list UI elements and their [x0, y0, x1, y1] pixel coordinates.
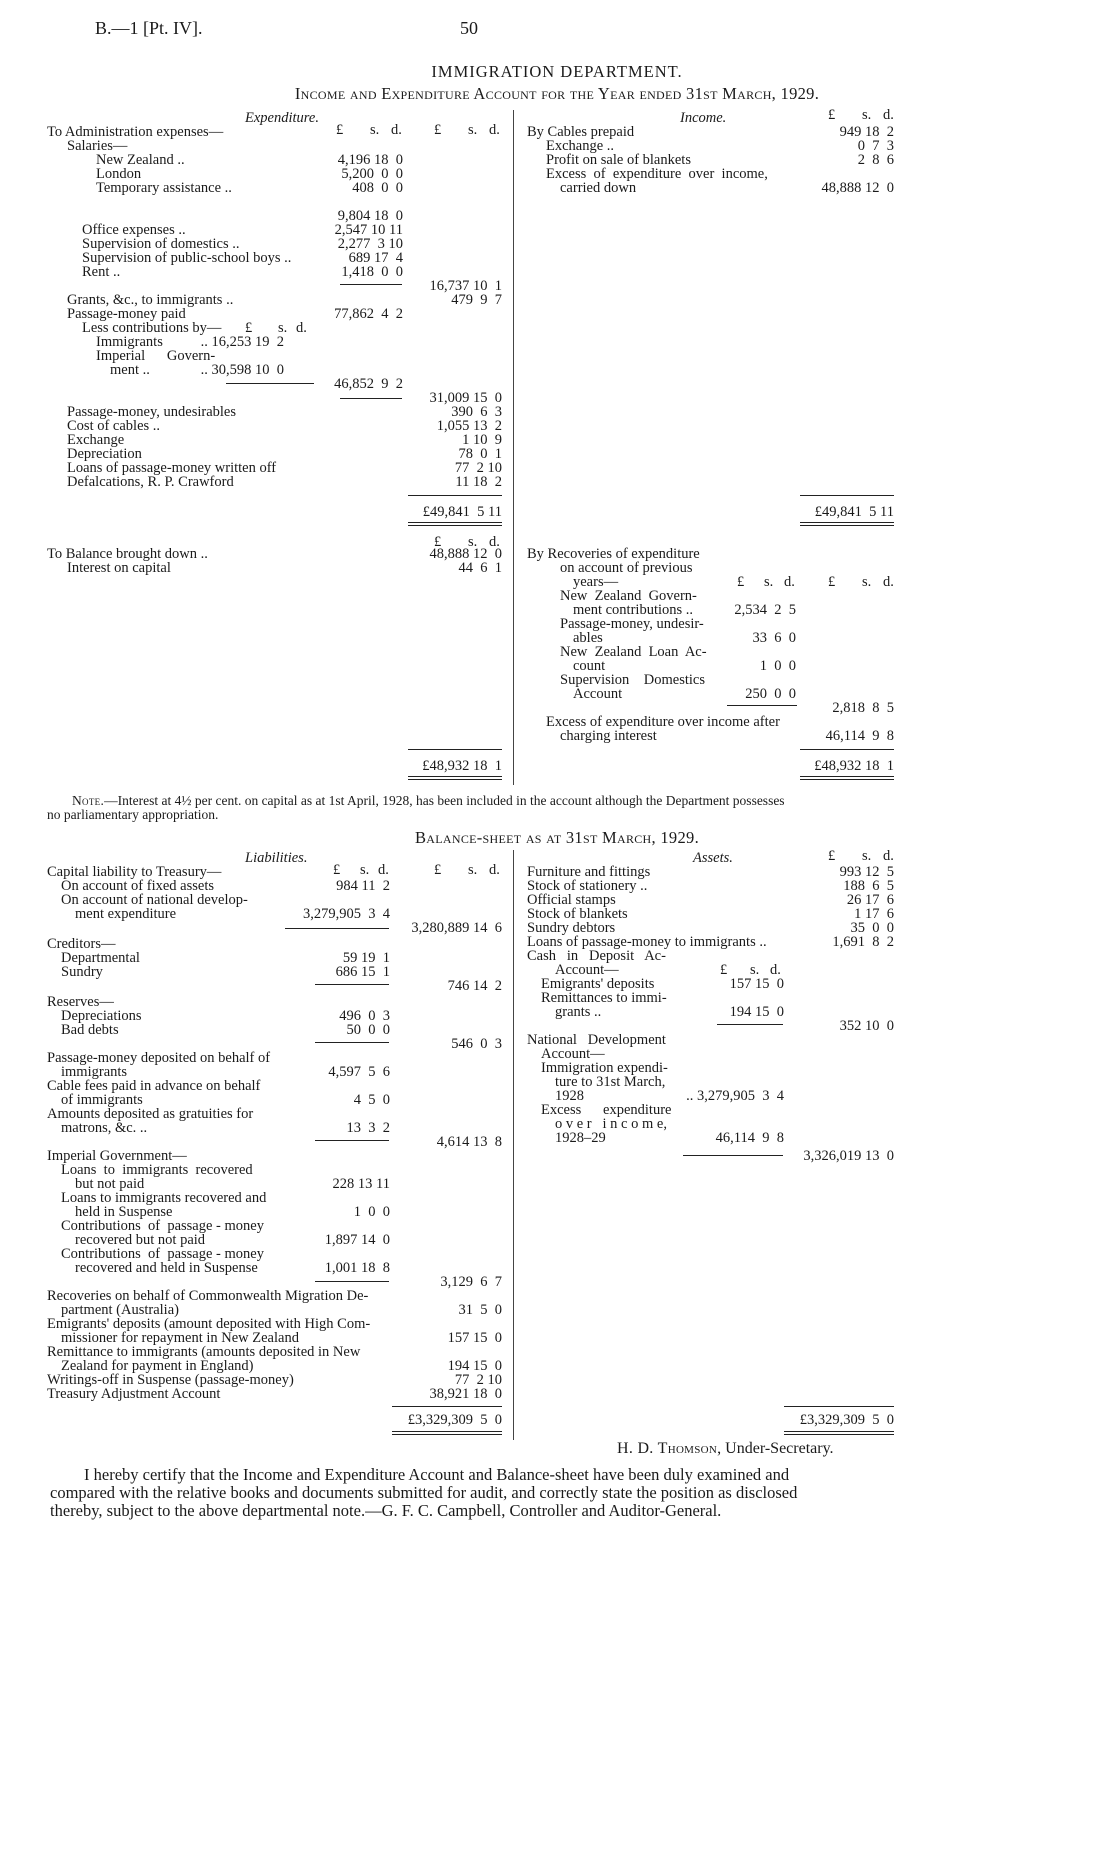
recoveries-label: years— [573, 574, 619, 590]
row-amount: 2,277 3 10 [337, 236, 403, 252]
expenditure-total-2: £48,932 18 1 [422, 758, 502, 774]
cash-deposit-label: Account— [555, 962, 619, 978]
signature [617, 1440, 834, 1457]
row-amount: 35 0 0 [850, 920, 894, 936]
row-label: Passage-money deposited on behalf of [47, 1050, 271, 1066]
imperial-label: ment .. [110, 362, 150, 378]
certificate-line: I hereby certify that the Income and Expenditure Account and Balance-sheet have been duly examined and [84, 1465, 790, 1484]
row-label: Depreciations [61, 1008, 142, 1024]
col-shilling: s. [468, 534, 478, 550]
admin-expenses-label: To Administration expenses— [47, 124, 224, 140]
reserves-total: 546 0 3 [451, 1036, 502, 1052]
col-shilling: s. [468, 862, 478, 878]
contributions-total: 46,852 9 2 [334, 376, 403, 392]
row-amount: 77 2 10 [454, 460, 502, 476]
row-label: Furniture and fittings [527, 864, 651, 880]
row-label: Bad debts [61, 1022, 119, 1038]
national-development-total: 3,326,019 13 0 [803, 1148, 894, 1164]
row-amount: 686 15 1 [335, 964, 390, 980]
interest-label: Interest on capital [67, 560, 171, 576]
imperial-government-label: Imperial Government— [47, 1148, 187, 1164]
liabilities-total: £3,329,309 5 0 [407, 1412, 502, 1428]
row-amount: 1 10 9 [462, 432, 502, 448]
note-line-2: no parliamentary appropriation. [47, 807, 219, 822]
row-label: Passage-money, undesir- [560, 616, 704, 632]
income-total-2: £48,932 18 1 [814, 758, 894, 774]
row-amount: 4,196 18 0 [337, 152, 403, 168]
row-label: recovered but not paid [75, 1232, 206, 1248]
row-label: count [573, 658, 606, 674]
balance-label: To Balance brought down .. [47, 546, 208, 562]
row-label: Temporary assistance .. [96, 180, 232, 196]
col-shilling: s. [750, 962, 760, 978]
salaries-total: 9,804 18 0 [337, 208, 403, 224]
row-amount: 2,547 10 11 [334, 222, 403, 238]
row-amount: 984 11 2 [336, 878, 390, 894]
col-pence: d. [883, 848, 894, 864]
col-pence: d. [378, 862, 389, 878]
row-label: Emigrants' deposits (amount deposited with High Com- [47, 1316, 371, 1332]
cash-deposit-label: Cash in Deposit Ac- [527, 948, 666, 964]
income-total: £49,841 5 11 [814, 504, 894, 520]
row-label: Amounts deposited as gratuities for [47, 1106, 254, 1122]
less-contributions-label: Less contributions by— [82, 320, 222, 336]
signatory-title: , Under-Secretary. [717, 1440, 834, 1457]
row-label: Passage-money, undesirables [67, 404, 236, 420]
row-amount: 496 0 3 [339, 1008, 390, 1024]
row-label: New Zealand Loan Ac- [560, 644, 707, 660]
col-pence: d. [770, 962, 781, 978]
capital-liability-label: Capital liability to Treasury— [47, 864, 222, 880]
col-pence: d. [489, 534, 500, 550]
row-label: grants .. [555, 1004, 602, 1020]
creditors-total: 746 14 2 [447, 978, 502, 994]
row-label: Supervision of domestics .. [82, 236, 240, 252]
assets-heading: Assets. [693, 850, 733, 866]
signatory-name: H. D. Thomson [617, 1440, 718, 1457]
col-shilling: s. [278, 320, 288, 336]
row-label: held in Suspense [75, 1204, 173, 1220]
row-label: Excess expenditure [541, 1102, 672, 1118]
row-label: Zealand for payment in England) [61, 1358, 254, 1374]
col-pound: £ [828, 107, 836, 123]
row-amount: 1,001 18 8 [324, 1260, 390, 1276]
row-label: Loans to immigrants recovered and [61, 1190, 267, 1206]
row-label: matrons, &c. .. [61, 1120, 148, 1136]
row-amount: 4 5 0 [353, 1092, 390, 1108]
row-label: By Cables prepaid [527, 124, 635, 140]
imperial-amount: .. 30,598 10 0 [200, 362, 284, 378]
row-amount: 949 18 2 [839, 124, 894, 140]
row-amount: 194 15 0 [447, 1358, 502, 1374]
row-label: Profit on sale of blankets [546, 152, 691, 168]
excess-label: carried down [560, 180, 637, 196]
recoveries-label: on account of previous [560, 560, 693, 576]
row-label: Loans of passage-money to immigrants .. [527, 934, 767, 950]
col-pence: d. [296, 320, 307, 336]
row-label: Cable fees paid in advance on behalf [47, 1078, 261, 1094]
row-label: Contributions of passage - money [61, 1218, 264, 1234]
row-amount: 77 2 10 [454, 1372, 502, 1388]
row-label: London [96, 166, 142, 182]
row-label: ables [573, 630, 603, 646]
row-label: 1928–29 [555, 1130, 606, 1146]
row-label: Recoveries on behalf of Commonwealth Migration De- [47, 1288, 369, 1304]
row-label: New Zealand Govern- [560, 588, 697, 604]
national-development-label: Account— [541, 1046, 605, 1062]
col-pence: d. [883, 107, 894, 123]
admin-total: 16,737 10 1 [429, 278, 502, 294]
row-amount: 993 12 5 [839, 864, 894, 880]
note-text: —Interest at 4½ per cent. on capital as at 1st April, 1928, has been included in the account although the Department possesses [104, 793, 785, 808]
row-label: ment expenditure [75, 906, 177, 922]
row-amount: 2 8 6 [857, 152, 894, 168]
row-label: Exchange .. [546, 138, 615, 154]
row-amount: 26 17 6 [846, 892, 894, 908]
row-amount: 4,597 5 6 [328, 1064, 390, 1080]
liabilities-heading: Liabilities. [245, 850, 308, 866]
passage-paid-label: Passage-money paid [67, 306, 186, 322]
row-label: Exchange [67, 432, 125, 448]
row-amount: 157 15 0 [729, 976, 784, 992]
recoveries-label: By Recoveries of expenditure [527, 546, 700, 562]
excess-after-interest-amount: 46,114 9 8 [825, 728, 894, 744]
col-pound: £ [720, 962, 728, 978]
grants-amount: 479 9 7 [451, 292, 502, 308]
row-amount: 408 0 0 [352, 180, 403, 196]
document-reference: B.—1 [Pt. IV]. [95, 18, 203, 38]
interest-amount: 44 6 1 [458, 560, 502, 576]
row-label: Emigrants' deposits [541, 976, 655, 992]
col-pence: d. [784, 574, 795, 590]
col-pence: d. [883, 574, 894, 590]
row-amount: 1,418 0 0 [341, 264, 403, 280]
recoveries-total: 2,818 8 5 [832, 700, 894, 716]
row-label: Office expenses .. [82, 222, 186, 238]
row-amount: 31 5 0 [458, 1302, 502, 1318]
row-label: Writings-off in Suspense (passage-money) [47, 1372, 294, 1388]
col-shilling: s. [862, 107, 872, 123]
col-pence: d. [489, 122, 500, 138]
row-label: Supervision Domestics [560, 672, 705, 688]
balance-amount: 48,888 12 0 [429, 546, 502, 562]
reserves-label: Reserves— [47, 994, 114, 1010]
page-number: 50 [460, 18, 478, 38]
row-amount: 689 17 4 [348, 250, 403, 266]
row-label: Contributions of passage - money [61, 1246, 264, 1262]
col-pence: d. [391, 122, 402, 138]
row-amount: 1,897 14 0 [324, 1232, 390, 1248]
row-label: Stock of stationery .. [527, 878, 648, 894]
creditors-label: Creditors— [47, 936, 116, 952]
row-amount: 1,055 13 2 [436, 418, 502, 434]
row-label: Depreciation [67, 446, 142, 462]
excess-after-interest-label: Excess of expenditure over income after [546, 714, 780, 730]
row-label: Departmental [61, 950, 140, 966]
national-development-label: National Development [527, 1032, 666, 1048]
imperial-label: Imperial Govern- [96, 348, 216, 364]
capital-total: 3,280,889 14 6 [411, 920, 502, 936]
row-label: Treasury Adjustment Account [47, 1386, 221, 1402]
row-label: but not paid [75, 1176, 145, 1192]
col-shilling: s. [862, 574, 872, 590]
balance-sheet-title: Balance-sheet as at 31st March, 1929. [415, 828, 699, 847]
row-amount: 5,200 0 0 [341, 166, 403, 182]
row-amount: 38,921 18 0 [429, 1386, 502, 1402]
row-label: Loans to immigrants recovered [61, 1162, 253, 1178]
row-label: On account of fixed assets [61, 878, 215, 894]
row-label: Remittance to immigrants (amounts deposited in New [47, 1344, 361, 1360]
row-amount: 3,279,905 3 4 [303, 906, 390, 922]
col-pound: £ [737, 574, 745, 590]
row-label: Official stamps [527, 892, 616, 908]
row-amount: 250 0 0 [745, 686, 796, 702]
col-shilling: s. [360, 862, 370, 878]
col-shilling: s. [370, 122, 380, 138]
grants-label: Grants, &c., to immigrants .. [67, 292, 234, 308]
row-label: Cost of cables .. [67, 418, 161, 434]
row-label: Immigration expendi- [541, 1060, 668, 1076]
cash-total: 352 10 0 [839, 1018, 894, 1034]
row-amount: 390 6 3 [451, 404, 502, 420]
row-amount: 194 15 0 [729, 1004, 784, 1020]
col-shilling: s. [862, 848, 872, 864]
row-label: of immigrants [61, 1092, 143, 1108]
row-label: On account of national develop- [61, 892, 248, 908]
row-amount: 11 18 2 [455, 474, 502, 490]
assets-total: £3,329,309 5 0 [799, 1412, 894, 1428]
row-amount: 188 6 5 [843, 878, 894, 894]
row-label: Sundry debtors [527, 920, 616, 936]
col-pound: £ [333, 862, 341, 878]
col-pound: £ [245, 320, 253, 336]
row-label: Loans of passage-money written off [67, 460, 277, 476]
row-label: Defalcations, R. P. Crawford [67, 474, 234, 490]
row-amount: 1 17 6 [854, 906, 894, 922]
immigrants-amount: .. 16,253 19 2 [200, 334, 284, 350]
row-amount: 1,691 8 2 [832, 934, 894, 950]
passage-paid-amount: 77,862 4 2 [334, 306, 403, 322]
row-label: partment (Australia) [61, 1302, 179, 1318]
certificate-line: thereby, subject to the above departmental note.—G. F. C. Campbell, Controller and Auditor-General. [50, 1501, 722, 1520]
col-pound: £ [434, 862, 442, 878]
col-pence: d. [489, 862, 500, 878]
row-label: o v e r i n c o m e, [555, 1116, 667, 1132]
expenditure-total: £49,841 5 11 [422, 504, 502, 520]
row-label: Rent .. [82, 264, 121, 280]
row-label: Account [573, 686, 623, 702]
row-label: immigrants [61, 1064, 128, 1080]
row-amount: 78 0 1 [458, 446, 502, 462]
immigrants-label: Immigrants [96, 334, 163, 350]
col-pound: £ [828, 848, 836, 864]
row-label: ment contributions .. [573, 602, 694, 618]
excess-amount: 48,888 12 0 [821, 180, 894, 196]
note-lead: Note. [72, 793, 105, 808]
row-label: ture to 31st March, [555, 1074, 666, 1090]
row-amount: 13 3 2 [346, 1120, 390, 1136]
row-label: Stock of blankets [527, 906, 628, 922]
passage-net: 31,009 15 0 [429, 390, 502, 406]
salaries-label: Salaries— [67, 138, 128, 154]
imperial-total: 3,129 6 7 [440, 1274, 502, 1290]
income-heading: Income. [680, 110, 727, 126]
expenditure-heading: Expenditure. [245, 110, 319, 126]
department-title: IMMIGRATION DEPARTMENT. [431, 62, 683, 81]
row-amount: 1 0 0 [353, 1204, 390, 1220]
deposits-total: 4,614 13 8 [436, 1134, 502, 1150]
row-amount: 46,114 9 8 [715, 1130, 784, 1146]
col-pound: £ [336, 122, 344, 138]
row-amount: .. 3,279,905 3 4 [686, 1088, 784, 1104]
row-amount: 228 13 11 [332, 1176, 390, 1192]
row-label: recovered and held in Suspense [75, 1260, 258, 1276]
row-amount: 59 19 1 [342, 950, 390, 966]
row-amount: 1 0 0 [759, 658, 796, 674]
row-amount: 0 7 3 [857, 138, 894, 154]
certificate-line: compared with the relative books and documents submitted for audit, and correctly state the position as disclosed [50, 1483, 798, 1502]
row-amount: 33 6 0 [752, 630, 796, 646]
row-label: New Zealand .. [96, 152, 185, 168]
col-shilling: s. [764, 574, 774, 590]
row-amount: 2,534 2 5 [734, 602, 796, 618]
row-amount: 157 15 0 [447, 1330, 502, 1346]
col-pound: £ [434, 534, 442, 550]
excess-label: Excess of expenditure over income, [546, 166, 768, 182]
row-label: 1928 [555, 1088, 584, 1104]
col-pound: £ [828, 574, 836, 590]
excess-after-interest-label: charging interest [560, 728, 657, 744]
row-label: Sundry [61, 964, 103, 980]
row-amount: 50 0 0 [346, 1022, 390, 1038]
row-label: missioner for repayment in New Zealand [61, 1330, 299, 1346]
col-shilling: s. [468, 122, 478, 138]
col-pound: £ [434, 122, 442, 138]
row-label: Remittances to immi- [541, 990, 667, 1006]
row-label: Supervision of public-school boys .. [82, 250, 292, 266]
account-title: Income and Expenditure Account for the Year ended 31st March, 1929. [294, 84, 820, 103]
